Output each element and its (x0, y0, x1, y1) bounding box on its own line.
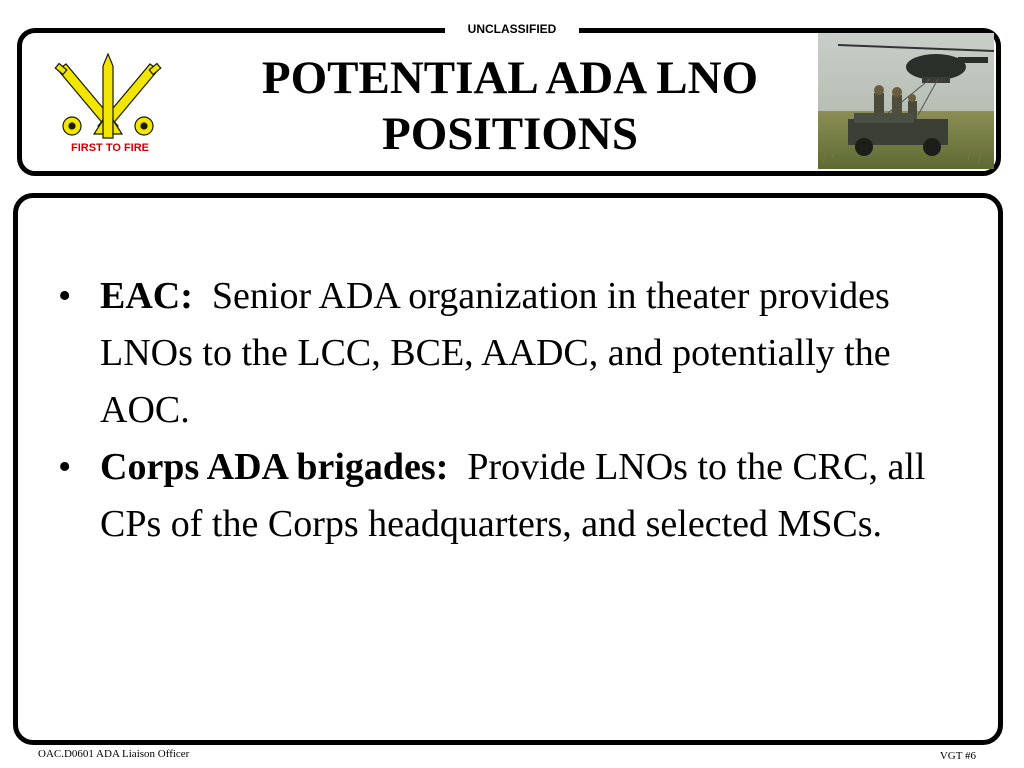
bullet-dot-icon: • (58, 446, 72, 488)
classification-banner: UNCLASSIFIED (445, 19, 579, 39)
bullet-label: Corps ADA brigades: (100, 446, 449, 488)
bullet-item-eac (58, 268, 958, 439)
page-title (200, 50, 820, 162)
bullet-dot-icon: • (58, 275, 72, 317)
bullet-item-corps (58, 439, 958, 553)
title-line-1: POTENTIAL ADA LNO (261, 52, 759, 104)
bullet-text: Provide LNOs to the CRC, all CPs of the Corps headquarters, and selected MSCs. (100, 446, 926, 545)
bullet-label: EAC: (100, 275, 193, 317)
footer-course-label: OAC.D0601 ADA Liaison Officer (38, 748, 190, 760)
helicopter-sling-load-photo (818, 33, 994, 169)
title-line-2: POSITIONS (382, 108, 638, 160)
bullet-text: Senior ADA organization in theater provides LNOs to the LCC, BCE, AADC, and potentially the AOC. (100, 275, 891, 431)
footer-slide-number: VGT #6 (939, 750, 976, 762)
branch-motto: FIRST TO FIRE (70, 142, 150, 154)
bullet-list (58, 268, 958, 553)
